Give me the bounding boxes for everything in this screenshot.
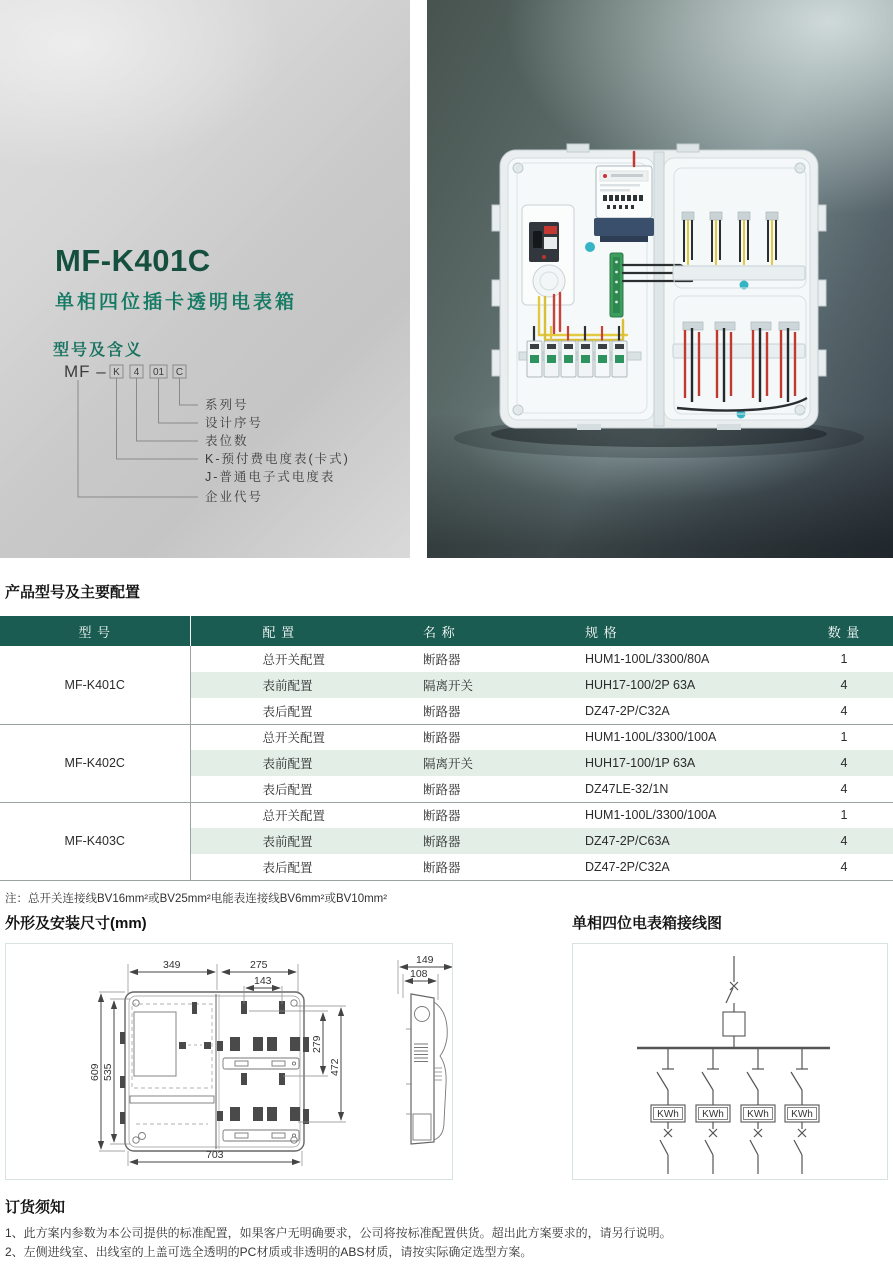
code-letter-c: C bbox=[175, 367, 184, 378]
kwh-meter-label: KWh bbox=[702, 1109, 724, 1120]
cell-config: 表后配置 bbox=[262, 782, 313, 797]
config-section-title: 产品型号及主要配置 bbox=[5, 584, 141, 601]
cell-name: 隔离开关 bbox=[415, 672, 575, 698]
cell-config: 总开关配置 bbox=[262, 653, 326, 667]
cell-config: 表前配置 bbox=[190, 828, 415, 854]
kwh-meter-label: KWh bbox=[657, 1109, 679, 1120]
model-code-diagram bbox=[50, 358, 390, 518]
dim-609: 609 bbox=[89, 1063, 101, 1081]
cell-config: 表后配置 bbox=[262, 860, 313, 875]
cell-qty: 1 bbox=[795, 724, 893, 750]
cell-config: 表后配置 bbox=[262, 704, 313, 719]
wiring-section bbox=[567, 914, 893, 1180]
cell-qty: 4 bbox=[840, 703, 848, 718]
hero-left-panel bbox=[0, 0, 410, 558]
cell-name: 断路器 bbox=[423, 782, 461, 797]
meter-branch-3 bbox=[741, 1048, 775, 1174]
cell-spec: DZ47-2P/C63A bbox=[575, 828, 795, 854]
cell-name: 断路器 bbox=[415, 802, 575, 828]
front-view bbox=[120, 992, 309, 1151]
cell-name: 断路器 bbox=[423, 860, 461, 875]
cell-spec: HUH17-100/1P 63A bbox=[575, 750, 795, 776]
table-row bbox=[0, 646, 893, 672]
side-view bbox=[406, 994, 447, 1144]
dim-108: 108 bbox=[410, 968, 428, 980]
table-header-row bbox=[0, 616, 893, 646]
code-label-positions: 表位数 bbox=[205, 434, 249, 448]
product-photo-panel bbox=[427, 0, 893, 558]
wiring-panel bbox=[572, 943, 888, 1180]
cell-qty: 1 bbox=[795, 802, 893, 828]
teal-screw bbox=[585, 242, 595, 252]
col-header-config: 配 置 bbox=[190, 616, 415, 646]
cell-qty: 1 bbox=[840, 652, 848, 666]
cell-name: 断路器 bbox=[423, 704, 461, 719]
kwh-meter-label: KWh bbox=[791, 1109, 813, 1120]
dim-472: 472 bbox=[329, 1058, 341, 1076]
code-digits-01: 01 bbox=[152, 367, 165, 378]
model-meaning-heading: 型号及含义 bbox=[53, 342, 144, 359]
meter-branch-4 bbox=[785, 1048, 819, 1174]
cell-name: 隔离开关 bbox=[415, 750, 575, 776]
dim-149: 149 bbox=[416, 954, 434, 966]
code-label-design: 设计序号 bbox=[205, 416, 264, 430]
col-header-name: 名 称 bbox=[415, 616, 575, 646]
cell-config: 总开关配置 bbox=[190, 724, 415, 750]
table-row bbox=[0, 802, 893, 828]
model-code-prefix: MF – bbox=[64, 362, 107, 381]
code-label-prepaid: K-预付费电度表(卡式) bbox=[205, 452, 350, 466]
wiring-title: 单相四位电表箱接线图 bbox=[572, 915, 723, 932]
model-cell: MF-K401C bbox=[0, 646, 190, 724]
order-section bbox=[0, 1198, 893, 1262]
dim-349: 349 bbox=[163, 959, 181, 971]
model-cell: MF-K402C bbox=[0, 724, 190, 802]
config-section bbox=[0, 583, 893, 906]
cell-qty: 4 bbox=[795, 750, 893, 776]
code-label-electronic: J-普通电子式电度表 bbox=[205, 470, 336, 484]
config-table bbox=[0, 616, 893, 881]
main-switch-box bbox=[723, 1012, 745, 1036]
col-header-model: 型 号 bbox=[0, 616, 190, 646]
code-label-series: 系列号 bbox=[205, 398, 249, 412]
cell-qty: 4 bbox=[795, 672, 893, 698]
order-title: 订货须知 bbox=[5, 1199, 66, 1216]
cell-name: 断路器 bbox=[415, 828, 575, 854]
product-subtitle: 单相四位插卡透明电表箱 bbox=[55, 292, 298, 313]
cell-spec: HUH17-100/2P 63A bbox=[575, 672, 795, 698]
cell-config: 表前配置 bbox=[190, 750, 415, 776]
code-letter-k: K bbox=[113, 367, 120, 378]
cell-spec: HUM1-100L/3300/100A bbox=[575, 802, 795, 828]
table-row bbox=[0, 724, 893, 750]
dim-275: 275 bbox=[250, 959, 268, 971]
meter-box-illustration bbox=[454, 144, 864, 458]
dim-535: 535 bbox=[102, 1063, 114, 1081]
dim-703: 703 bbox=[206, 1149, 224, 1161]
cell-config: 表前配置 bbox=[190, 672, 415, 698]
cell-name: 断路器 bbox=[415, 724, 575, 750]
dimensions-section bbox=[0, 914, 460, 1180]
col-header-qty: 数 量 bbox=[795, 616, 893, 646]
cell-name: 断路器 bbox=[423, 653, 461, 667]
cell-spec: DZ47-2P/C32A bbox=[585, 859, 670, 874]
code-digit-4: 4 bbox=[133, 367, 140, 378]
kwh-meter-label: KWh bbox=[747, 1109, 769, 1120]
model-cell: MF-K403C bbox=[0, 802, 190, 880]
wiring-diagram bbox=[573, 944, 887, 1179]
cell-qty: 4 bbox=[840, 781, 848, 796]
cell-spec: DZ47-2P/C32A bbox=[585, 703, 670, 718]
product-photo bbox=[427, 0, 893, 558]
cell-spec: HUM1-100L/3300/80A bbox=[585, 652, 710, 666]
code-label-company: 企业代号 bbox=[205, 490, 264, 504]
dimensions-panel bbox=[5, 943, 453, 1180]
product-model-title: MF-K401C bbox=[55, 243, 211, 278]
order-note-1: 1、此方案内参数为本公司提供的标准配置，如果客户无明确要求，公司将按标准配置供货。超出此方案要求的，请另行说明。 bbox=[5, 1226, 672, 1240]
cell-qty: 4 bbox=[840, 859, 848, 874]
energy-meter bbox=[594, 166, 654, 242]
table-note: 注：总开关连接线BV16mm²或BV25mm²电能表连接线BV6mm²或BV10mm² bbox=[5, 892, 388, 905]
main-breaker bbox=[529, 222, 559, 262]
dimension-drawing bbox=[6, 944, 452, 1179]
meter-branch-2 bbox=[696, 1048, 730, 1174]
cell-config: 总开关配置 bbox=[190, 802, 415, 828]
incoming-feed bbox=[723, 956, 745, 1048]
cell-spec: DZ47LE-32/1N bbox=[585, 781, 669, 796]
terminal-strip bbox=[610, 253, 623, 317]
dimensions-title: 外形及安装尺寸(mm) bbox=[5, 915, 147, 932]
dim-143: 143 bbox=[254, 975, 272, 987]
col-header-spec: 规 格 bbox=[575, 616, 795, 646]
cell-spec: HUM1-100L/3300/100A bbox=[575, 724, 795, 750]
dim-279: 279 bbox=[311, 1035, 323, 1053]
order-note-2: 2、左侧进线室、出线室的上盖可选全透明的PC材质或非透明的ABS材质，请按实际确定选型方案。 bbox=[5, 1245, 533, 1259]
meter-branch-1 bbox=[651, 1048, 685, 1174]
cell-qty: 4 bbox=[795, 828, 893, 854]
